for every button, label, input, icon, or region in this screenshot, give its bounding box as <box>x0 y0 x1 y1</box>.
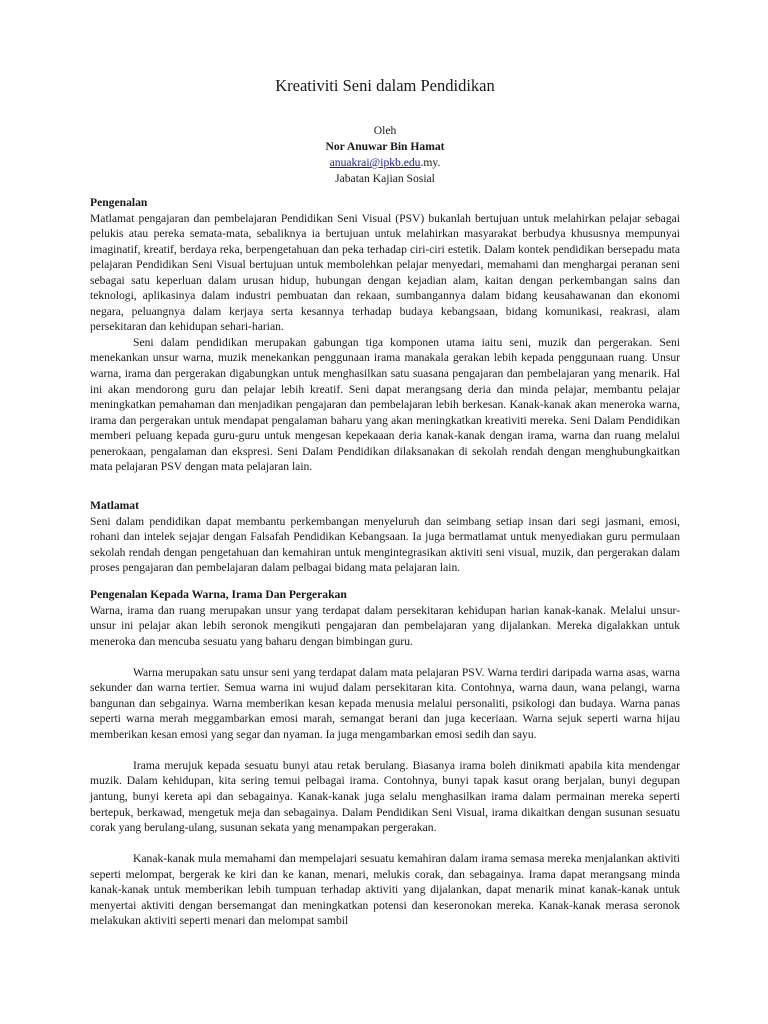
paragraph: Irama merujuk kepada sesuatu bunyi atau retak berulang. Biasanya irama boleh dinikmati apabila kita mendengar muzik. Dalam kehidupan, kita sering temui pelbagai irama. Contohnya, bunyi tapak kasut orang berjalan, bunyi degupan jantung, bunyi kereta api dan sebagainya. Kanak-kanak juga selalu menghasilkan irama dalam permainan mereka seperti bertepuk, berkawad, mengetuk meja dan sebagainya. Dalam Pendidikan Seni Visual, irama dikaitkan dengan susunan sesuatu corak yang berulang-ulang, susunan sekata yang menampakan pergerakan. <box>90 758 680 835</box>
paragraph-gap <box>90 836 680 852</box>
email-line <box>90 155 680 171</box>
department: Jabatan Kajian Sosial <box>335 172 435 185</box>
section-warna-irama-pergerakan <box>90 587 680 929</box>
paragraph: Kanak-kanak mula memahami dan mempelajari sesuatu kemahiran dalam irama semasa mereka menjalankan aktiviti seperti melompat, bergerak ke kiri dan ke kanan, menari, melukis corak, dan sebagainya. Irama dapat merangsang minda kanak-kanak untuk memberikan lebih tumpuan terhadap aktiviti yang dijalankan, dapat menarik minat kanak-kanak untuk menyertai aktiviti dengan bersemangat dan meningkatkan potensi dan keseronokan mereka. Kanak-kanak merasa seronok melakukan aktiviti seperti menari dan melompat sambil <box>90 852 680 928</box>
document-title: Kreativiti Seni dalam Pendidikan <box>275 76 495 95</box>
paragraph-gap <box>90 742 680 758</box>
section-matlamat <box>90 498 680 576</box>
email-suffix: .my. <box>420 156 441 169</box>
paragraph: Seni dalam pendidikan merupakan gabungan tiga komponen utama iaitu seni, muzik dan pergerakan. Seni menekankan unsur warna, muzik menekankan penggunaan irama manakala gerakan lebih kepada penggunaan ruang. Unsur warna, irama dan pergerakan digabungkan untuk menghasilkan satu suasana pengajaran dan pembelajaran yang menarik. Hal ini akan mendorong guru dan pelajar lebih kreatif. Seni dapat merangsang deria dan minda pelajar, membantu pelajar meningkatkan pemahaman dan menjadikan pengajaran dan pembelajaran lebih berkesan. Kanak-kanak akan meneroka warna, irama dan pergerakan untuk mendapat pengalaman baharu yang akan meningkatkan kreativiti mereka. Seni Dalam Pendidikan memberi peluang kepada guru-guru untuk mengesan kepekaaan deria kanak-kanak dengan irama, warna dan ruang melalui penerokaan, pengalaman dan ekspresi. Seni Dalam Pendidikan dilaksanakan di sekolah rendah dengan menghubungkaitkan mata pelajaran PSV dengan mata pelajaran lain. <box>90 335 680 474</box>
email-link[interactable]: anuakrai@ipkb.edu <box>329 156 421 169</box>
paragraph: Matlamat pengajaran dan pembelajaran Pendidikan Seni Visual (PSV) bukanlah bertujuan untuk melahirkan pelajar sebagai pelukis atau pereka semata-mata, sebaliknya ia bertujuan untuk melahirkan masyarakat berbudya khususnya mempunyai imaginatif, kreatif, berdaya reka, berpengetahuan dan peka terhadap ciri-ciri estetik. Dalam kontek pendidikan bersepadu mata pelajaran Pendidikan Seni Visual bertujuan untuk membolehkan pelajar menyedari, memahami dan menghargai peranan seni sebagai satu keperluan dalam urusan hidup, hubungan dengan kejadian alam, kaitan dengan perkembangan sains dan teknologi, aplikasinya dalam industri pembuatan dan rekaan, sumbangannya dalam bidang keusahawanan dan ekonomi negara, peluangnya dalam kerjaya serta kesannya terhadap budaya kebangsaan, bidang komunikasi, reakrasi, alam persekitaran dan kehidupan sehari-harian. <box>90 211 680 334</box>
paragraph: Warna merupakan satu unsur seni yang terdapat dalam mata pelajaran PSV. Warna terdiri daripada warna asas, warna sekunder dan warna tertier. Semua warna ini wujud dalam persekitaran kita. Contohnya, warna daun, wana pelangi, warna bangunan dan sebgainya. Warna memberikan kesan kepada menusia melalui personaliti, psikologi dan budaya. Warna panas seperti warna merah meggambarkan emosi marah, semangat berani dan juga keceriaan. Warna sejuk seperti warna hijau memberikan kesan emosi yang segar dan nyaman. Ia juga mengambarkan emosi sedih dan sayu. <box>90 665 680 741</box>
paragraph-gap <box>90 649 680 665</box>
paragraph: Warna, irama dan ruang merupakan unsur yang terdapat dalam persekitaran kehidupan harian kanak-kanak. Melalui unsur-unsur ini pelajar akan lebih seronok mengikuti pengajaran dan pembelajaran yang dijalankan. Mereka digalakkan untuk meneroka dan mencuba sesuatu yang baharu dengan bimbingan guru. <box>90 603 680 648</box>
author-name: Nor Anuwar Bin Hamat <box>325 140 445 153</box>
heading-warna-irama: Pengenalan Kepada Warna, Irama Dan Pergerakan <box>90 588 347 601</box>
section-pengenalan <box>90 195 680 475</box>
paragraph: Seni dalam pendidikan dapat membantu perkembangan menyeluruh dan seimbang setiap insan dari segi jasmani, emosi, rohani dan intelek sejajar dengan Falsafah Pendidikan Kebangsaan. Ia juga bermatlamat untuk menyediakan guru permulaan sekolah rendah dengan pengetahuan dan kemahiran untuk mengintegrasikan aktiviti seni visual, muzik, dan pergerakan dalam proses pengajaran dan pembelajaran dalam pelbagai bidang mata pelajaran lain. <box>90 514 680 575</box>
byline-label: Oleh <box>373 124 397 137</box>
heading-pengenalan: Pengenalan <box>90 196 148 209</box>
heading-matlamat: Matlamat <box>90 499 139 512</box>
